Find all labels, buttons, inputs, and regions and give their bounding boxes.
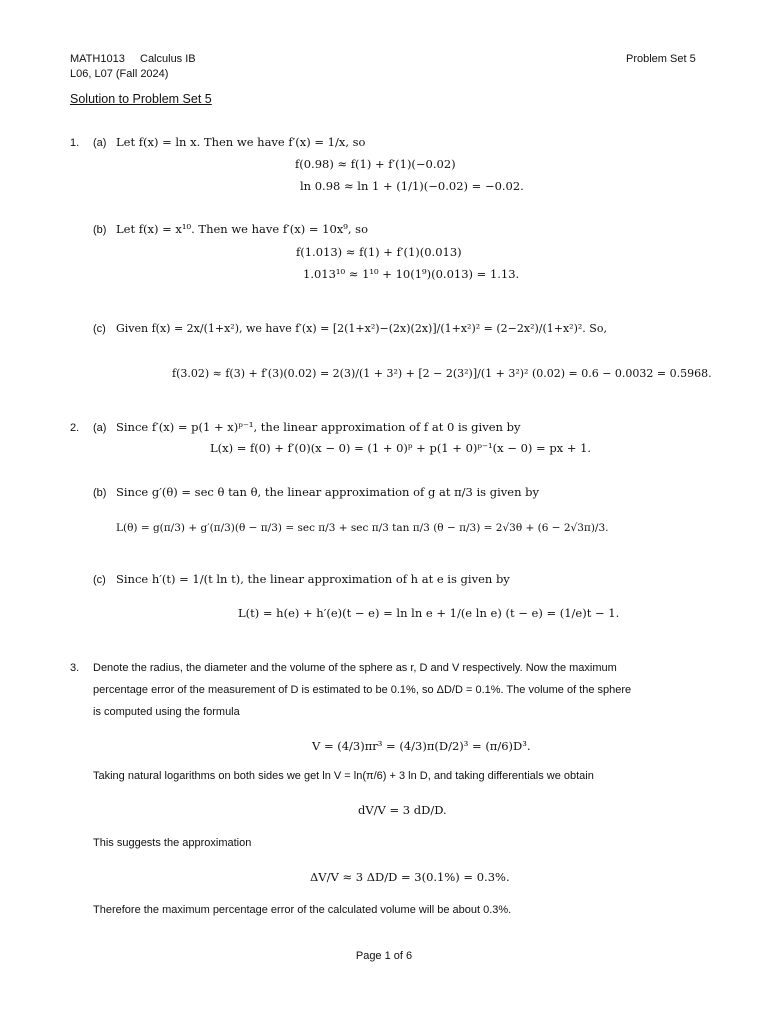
q3-equation-volume: V = (4/3)πr³ = (4/3)π(D/2)³ = (π/6)D³. (312, 739, 531, 753)
course-name: Calculus IB (140, 53, 196, 65)
problem-set-label: Problem Set 5 (626, 53, 696, 65)
q1c-equation-1: f(3.02) ≈ f(3) + f′(3)(0.02) = 2(3)/(1 + 3²) + [2 − 2(3²)]/(1 + 3²)² (0.02) = 0.6 − 0.0032 = 0.5968. (172, 367, 712, 380)
course-code: MATH1013 (70, 53, 125, 65)
page-footer: Page 1 of 6 (355, 950, 413, 962)
q2b-equation-1: L(θ) = g(π/3) + g′(π/3)(θ − π/3) = sec π/3 + sec π/3 tan π/3 (θ − π/3) = 2√3θ + (6 − 2√3π)/3. (116, 522, 609, 534)
q3-paragraph-2: percentage error of the measurement of D is estimated to be 0.1%, so ΔD/D = 0.1%. The volume of the sphere (93, 684, 632, 696)
q2b-intro: Since g′(θ) = sec θ tan θ, the linear approximation of g at π/3 is given by (116, 485, 540, 499)
page-title: Solution to Problem Set 5 (70, 92, 212, 106)
q2c-label: (c) (93, 574, 106, 586)
q3-paragraph-4: Taking natural logarithms on both sides we get ln V = ln(π/6) + 3 ln D, and taking differentials we obtain (93, 770, 594, 782)
q2c-equation-1: L(t) = h(e) + h′(e)(t − e) = ln ln e + 1/(e ln e) (t − e) = (1/e)t − 1. (238, 606, 620, 620)
q1b-label: (b) (93, 224, 107, 236)
q1a-intro: Let f(x) = ln x. Then we have f′(x) = 1/x, so (116, 135, 366, 149)
q1c-intro: Given f(x) = 2x/(1+x²), we have f′(x) = [2(1+x²)−(2x)(2x)]/(1+x²)² = (2−2x²)/(1+x²)². So, (116, 322, 607, 335)
q3-equation-approximation: ΔV/V ≈ 3 ΔD/D = 3(0.1%) = 0.3%. (310, 870, 510, 884)
q1a-equation-2: ln 0.98 ≈ ln 1 + (1/1)(−0.02) = −0.02. (300, 179, 524, 193)
q3-paragraph-3: is computed using the formula (93, 706, 240, 718)
q1b-intro: Let f(x) = x¹⁰. Then we have f′(x) = 10x⁹, so (116, 222, 369, 236)
q3-equation-differential: dV/V = 3 dD/D. (358, 803, 447, 817)
q2b-label: (b) (93, 487, 107, 499)
q1b-equation-1: f(1.013) ≈ f(1) + f′(1)(0.013) (296, 245, 462, 259)
q2-number: 2. (70, 422, 80, 434)
q1a-equation-1: f(0.98) ≈ f(1) + f′(1)(−0.02) (295, 157, 456, 171)
q2a-label: (a) (93, 422, 107, 434)
q1c-label: (c) (93, 323, 106, 335)
q3-number: 3. (70, 662, 80, 674)
q2c-intro: Since h′(t) = 1/(t ln t), the linear approximation of h at e is given by (116, 572, 510, 586)
q1a-label: (a) (93, 137, 107, 149)
q2a-equation-1: L(x) = f(0) + f′(0)(x − 0) = (1 + 0)ᵖ + p(1 + 0)ᵖ⁻¹(x − 0) = px + 1. (210, 441, 592, 455)
q3-paragraph-6: Therefore the maximum percentage error of the calculated volume will be about 0.3%. (93, 904, 512, 916)
q2a-intro: Since f′(x) = p(1 + x)ᵖ⁻¹, the linear approximation of f at 0 is given by (116, 420, 521, 434)
q1-number: 1. (70, 137, 80, 149)
q3-paragraph-5: This suggests the approximation (93, 837, 252, 849)
q3-paragraph-1: Denote the radius, the diameter and the volume of the sphere as r, D and V respectively. Now the maximum (93, 662, 617, 674)
course-section: L06, L07 (Fall 2024) (70, 68, 169, 80)
q1b-equation-2: 1.013¹⁰ ≈ 1¹⁰ + 10(1⁹)(0.013) = 1.13. (303, 267, 520, 281)
